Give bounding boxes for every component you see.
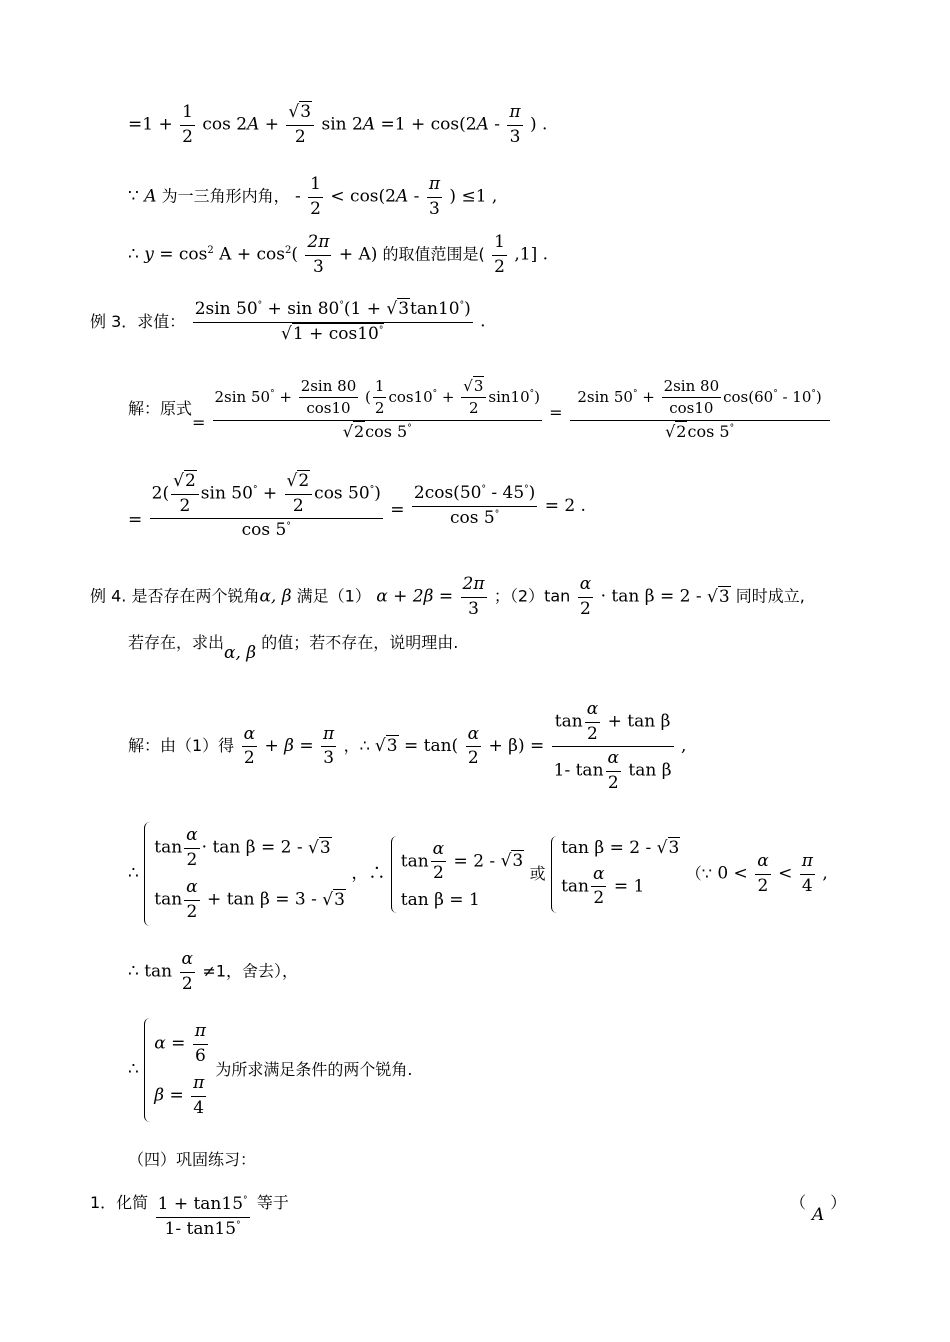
num: 1 bbox=[180, 103, 195, 126]
var-y: y bbox=[144, 244, 154, 265]
text: =1 + cos(2 bbox=[380, 114, 477, 135]
tan-neq-line bbox=[128, 950, 298, 994]
fraction-half: $\frac{1}{2}$ bbox=[494, 232, 505, 277]
den: 2 bbox=[182, 126, 193, 147]
final-system bbox=[128, 1018, 412, 1122]
text: ,1] . bbox=[514, 244, 549, 265]
example-3 bbox=[90, 300, 486, 344]
text: =1 + bbox=[128, 114, 179, 135]
systems-line bbox=[128, 822, 828, 926]
fraction-alpha-over-2: $\frac{\alpha}{2}$ bbox=[181, 949, 194, 994]
text: - bbox=[488, 114, 506, 135]
fraction-alpha-over-2: $\frac{\alpha}{2}$ bbox=[243, 723, 256, 769]
fraction-pi-over-3: $\frac{\pi}{3}$ bbox=[509, 102, 521, 147]
text: = 2 . bbox=[544, 495, 586, 516]
fraction-half bbox=[180, 103, 195, 147]
text: ≠1，舍去）， bbox=[202, 961, 299, 981]
var-a: A bbox=[476, 114, 489, 135]
var-a: A bbox=[247, 114, 260, 135]
var-a: A bbox=[395, 186, 409, 207]
text: （∵ bbox=[685, 864, 712, 884]
therefore-symbol: ∴ bbox=[128, 863, 139, 884]
final-brace: α = $\frac{\pi}{6}$ β = $\frac{\pi}{4}$ bbox=[144, 1018, 210, 1122]
text: = bbox=[549, 402, 563, 422]
text: < cos(2 bbox=[330, 186, 396, 207]
fraction-half: $\frac{1}{2}$ bbox=[310, 174, 321, 219]
text: , bbox=[680, 736, 687, 757]
fraction-tan-sum: tan $\frac{\alpha}{2}$ + tan β 1- tan $\frac{\alpha}{2}$ tan β bbox=[553, 699, 672, 793]
solution-3-line-2 bbox=[128, 472, 586, 541]
equation-line-2: ∵ A 为一三角形内角， - $\frac{1}{2}$ < cos(2A - $\frac{\pi}{3}$ ) ≤1 , bbox=[128, 174, 498, 219]
text: 若存在，求出 bbox=[128, 633, 225, 652]
fraction-solution-3-c: 2( $\frac{√2}{2}$ sin 50° + $\frac{√2}{2}$ cos 50°) cos 5° bbox=[151, 471, 381, 541]
exponent: 2 bbox=[284, 244, 292, 256]
fraction-example-3: $\frac{2\sin 50^\circ + \sin 80^\circ(1 + √3\tan 10^\circ)}{√1 + \cos 10^\circ}$ bbox=[194, 299, 471, 344]
fraction-solution-3-d: $\frac{2\cos(50^\circ - 45^\circ)}{\cos 5^\circ}$ bbox=[413, 483, 536, 528]
text: + β) = bbox=[488, 736, 550, 757]
text: ) . bbox=[530, 114, 548, 135]
text: A + cos bbox=[213, 244, 285, 265]
text: , bbox=[822, 863, 828, 884]
vars: α, β bbox=[259, 586, 292, 607]
or-text: 或 bbox=[529, 864, 546, 884]
question-1 bbox=[90, 1195, 289, 1239]
therefore-symbol: ∴ bbox=[128, 244, 145, 265]
sqrt3: √3 bbox=[374, 736, 398, 757]
therefore-symbol: ∴ bbox=[128, 1059, 139, 1080]
text: = bbox=[128, 509, 143, 530]
solution-3-line-1 bbox=[128, 378, 832, 441]
text: = tan( bbox=[398, 736, 459, 757]
text: α + 2β = bbox=[376, 586, 459, 607]
text: 的值；若不存在，说明理由. bbox=[256, 633, 459, 652]
fraction-2pi-over-3: $\frac{2\pi}{3}$ bbox=[307, 232, 330, 277]
question-label: 1．化简 bbox=[90, 1193, 149, 1212]
text: 为所求满足条件的两个锐角. bbox=[215, 1060, 413, 1080]
example-label: 例 4. 是否存在两个锐角 bbox=[90, 586, 260, 606]
text: 满足（1） bbox=[291, 586, 371, 606]
answer: A bbox=[812, 1205, 825, 1225]
paren: ） bbox=[830, 1193, 847, 1212]
fraction-sqrt3-over-2 bbox=[286, 103, 314, 147]
solution-4-line-1 bbox=[128, 700, 686, 793]
text: 的取值范围是( bbox=[377, 244, 485, 264]
var-a: A bbox=[144, 186, 157, 207]
den: 2 bbox=[294, 126, 306, 147]
system-2: tan $\frac{\alpha}{2}$ = 2 - √3 tan β = 1 bbox=[391, 836, 525, 913]
text: = bbox=[192, 412, 206, 432]
text: + bbox=[264, 114, 285, 135]
equation-line-3 bbox=[128, 233, 548, 277]
system-1: tan $\frac{\alpha}{2}$ · tan β = 2 - √3 tan $\frac{\alpha}{2}$ + tan β = 3 - √3 bbox=[144, 822, 346, 926]
fraction-alpha-over-2: $\frac{\alpha}{2}$ bbox=[467, 723, 480, 769]
num: √3 bbox=[286, 103, 314, 126]
answer-box bbox=[790, 1195, 846, 1224]
exponent: 2 bbox=[207, 244, 214, 256]
fraction-alpha-over-2: $\frac{\alpha}{2}$ bbox=[757, 851, 769, 896]
fraction-2pi-over-3: $\frac{2\pi}{3}$ bbox=[462, 574, 485, 619]
text: 等于 bbox=[256, 1193, 289, 1212]
fraction-pi-over-3: $\frac{\pi}{3}$ bbox=[323, 723, 335, 769]
text: 为一三角形内角， bbox=[156, 186, 290, 206]
text: = bbox=[390, 499, 405, 520]
system-3: tan β = 2 - √3 tan $\frac{\alpha}{2}$ = 1 bbox=[551, 836, 680, 913]
example-4-line-2 bbox=[128, 635, 458, 662]
text: + β = bbox=[264, 736, 320, 757]
text: = cos bbox=[153, 244, 208, 265]
text: ( bbox=[291, 244, 298, 265]
sqrt3: √3 bbox=[706, 586, 730, 607]
vars: α, β bbox=[224, 643, 257, 663]
text: ，∴ bbox=[351, 863, 386, 884]
solution-label: 解：原式 bbox=[128, 398, 193, 418]
text: - bbox=[295, 186, 307, 207]
text: ，∴ bbox=[343, 736, 375, 756]
paren: （ bbox=[790, 1193, 807, 1212]
example-label: 例 3．求值： bbox=[90, 312, 186, 332]
text: ；（2）tan bbox=[493, 586, 571, 606]
fraction-pi-over-4: $\frac{\pi}{4}$ bbox=[801, 851, 813, 896]
text: < bbox=[778, 863, 798, 884]
example-4-line-1 bbox=[90, 575, 805, 619]
text: cos 2 bbox=[202, 114, 248, 135]
text: + A) bbox=[338, 244, 378, 265]
fraction-question-1: $\frac{1 + \tan 15^\circ}{1- \tan 15^\circ}$ bbox=[157, 1194, 248, 1239]
text: 0 < bbox=[717, 863, 754, 884]
fraction-alpha-over-2: $\frac{\alpha}{2}$ bbox=[579, 574, 592, 619]
fraction-pi-over-3: $\frac{\pi}{3}$ bbox=[428, 174, 441, 219]
text: ) ≤1 , bbox=[449, 186, 498, 207]
text: · tan β = 2 - bbox=[600, 586, 707, 607]
text: ∴ tan bbox=[128, 961, 173, 982]
fraction-solution-3-b: 2sin 50° + $\frac{2\sin 80}{\cos 10}$ cos(60° - 10°) √2cos 5° bbox=[570, 378, 830, 441]
equation-line-1 bbox=[128, 103, 547, 147]
var-a: A bbox=[362, 114, 376, 135]
practice-heading: （四）巩固练习： bbox=[128, 1150, 257, 1169]
fraction-solution-3-a: 2sin 50° + $\frac{2\sin 80}{\cos 10}$ ( $\frac{1}{2}$ cos10° + $\frac{√3}{2}$ sin10°) √2cos 5° bbox=[214, 377, 540, 441]
solution-label: 解：由（1）得 bbox=[128, 736, 235, 756]
because-symbol: ∵ bbox=[128, 186, 145, 207]
text: sin 2 bbox=[321, 114, 363, 135]
text: 同时成立, bbox=[730, 586, 805, 606]
text: . bbox=[480, 311, 486, 332]
